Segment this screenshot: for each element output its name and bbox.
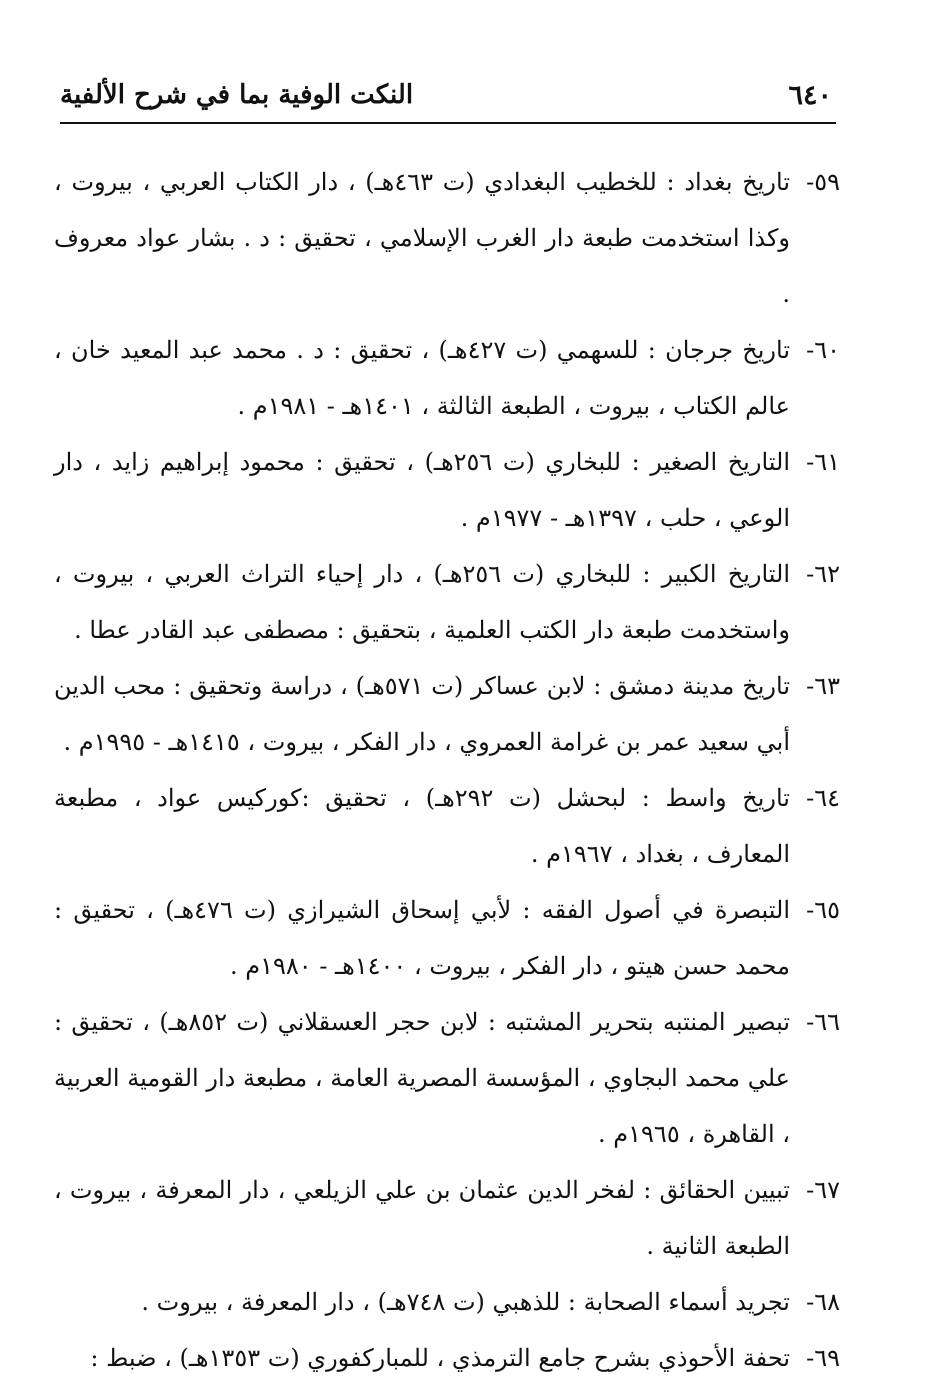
page-number: ٦٤٠ xyxy=(788,80,832,111)
entry-number: ٥٩- xyxy=(806,168,840,196)
entry-text: التاريخ الصغير : للبخاري (ت ٢٥٦هـ) ، تحقيق : محمود إبراهيم زايد ، دار الوعي ، حلب ، ١٣٩٧هـ - ١٩٧٧م . xyxy=(54,448,790,532)
entry-number: ٦٩- xyxy=(806,1344,840,1372)
running-title: النكت الوفية بما في شرح الألفية xyxy=(60,80,414,110)
entry-number: ٦٥- xyxy=(806,896,840,924)
entry-number: ٦٤- xyxy=(806,784,840,812)
entry-text: التبصرة في أصول الفقه : لأبي إسحاق الشيرازي (ت ٤٧٦هـ) ، تحقيق : محمد حسن هيتو ، دار الفكر ، بيروت ، ١٤٠٠هـ - ١٩٨٠م . xyxy=(54,896,791,980)
bibliography-entry xyxy=(54,882,840,994)
bibliography-entry xyxy=(54,770,840,882)
bibliography-entry xyxy=(54,322,840,434)
bibliography-entry xyxy=(54,434,840,546)
entry-number: ٦٧- xyxy=(806,1176,840,1204)
entry-text: التاريخ الكبير : للبخاري (ت ٢٥٦هـ) ، دار إحياء التراث العربي ، بيروت ، واستخدمت طبعة دار الكتب العلمية ، بتحقيق : مصطفى عبد القادر عطا . xyxy=(54,560,791,644)
bibliography-entry xyxy=(54,1162,840,1274)
entry-text: تاريخ جرجان : للسهمي (ت ٤٢٧هـ) ، تحقيق : د . محمد عبد المعيد خان ، عالم الكتاب ، بيروت ، الطبعة الثالثة ، ١٤٠١هـ - ١٩٨١م . xyxy=(54,336,790,420)
entry-number: ٦٦- xyxy=(806,1008,840,1036)
entry-number: ٦٠- xyxy=(806,336,840,364)
bibliography-entry xyxy=(54,994,840,1162)
bibliography-entry xyxy=(54,546,840,658)
bibliography-entry xyxy=(54,154,840,322)
bibliography-list xyxy=(54,154,840,1386)
entry-text: تحفة الأحوذي بشرح جامع الترمذي ، للمباركفوري (ت ١٣٥٣هـ) ، ضبط : xyxy=(90,1344,790,1372)
entry-text: تبيين الحقائق : لفخر الدين عثمان بن علي الزيلعي ، دار المعرفة ، بيروت ، الطبعة الثانية . xyxy=(54,1176,790,1260)
entry-number: ٦٨- xyxy=(806,1288,840,1316)
bibliography-entry xyxy=(54,1274,840,1330)
entry-text: تاريخ واسط : لبحشل (ت ٢٩٢هـ) ، تحقيق :كوركيس عواد ، مطبعة المعارف ، بغداد ، ١٩٦٧م . xyxy=(54,784,790,868)
page-header xyxy=(60,76,836,124)
entry-text: تبصير المنتبه بتحرير المشتبه : لابن حجر العسقلاني (ت ٨٥٢هـ) ، تحقيق : علي محمد البجاوي ، المؤسسة المصرية العامة ، مطبعة دار القومية العربية ، القاهرة ، ١٩٦٥م . xyxy=(54,1008,791,1148)
entry-number: ٦٣- xyxy=(806,672,840,700)
bibliography-entry xyxy=(54,1330,840,1386)
entry-number: ٦١- xyxy=(806,448,840,476)
entry-text: تاريخ بغداد : للخطيب البغدادي (ت ٤٦٣هـ) ، دار الكتاب العربي ، بيروت ، وكذا استخدمت طبعة دار الغرب الإسلامي ، تحقيق : د . بشار عواد معروف . xyxy=(54,168,790,308)
entry-text: تاريخ مدينة دمشق : لابن عساكر (ت ٥٧١هـ) ، دراسة وتحقيق : محب الدين أبي سعيد عمر بن غرامة العمروي ، دار الفكر ، بيروت ، ١٤١٥هـ - ١٩٩٥م . xyxy=(54,672,790,756)
entry-number: ٦٢- xyxy=(806,560,840,588)
bibliography-entry xyxy=(54,658,840,770)
entry-text: تجريد أسماء الصحابة : للذهبي (ت ٧٤٨هـ) ، دار المعرفة ، بيروت . xyxy=(141,1288,790,1316)
